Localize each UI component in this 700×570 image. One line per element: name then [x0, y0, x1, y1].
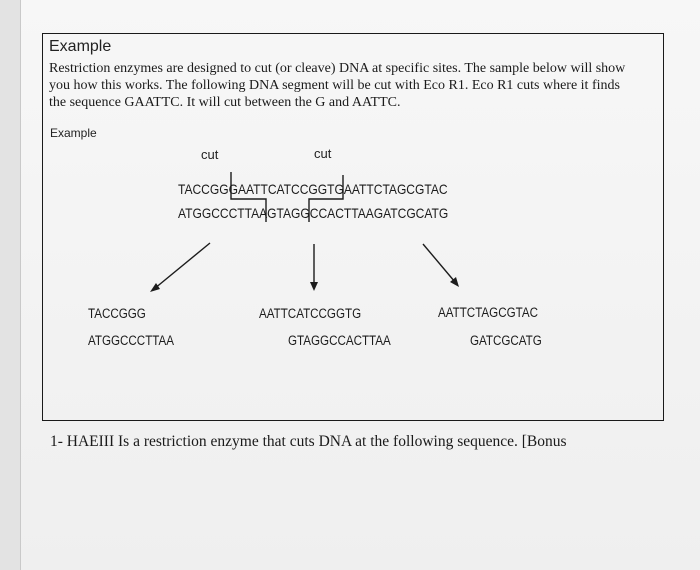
fragment-left-top: TACCGGG — [88, 306, 146, 321]
cut-label-left: cut — [201, 147, 219, 162]
intro-line: you how this works. The following DNA segment will be cut with Eco R1. Eco R1 cuts where it finds — [49, 78, 620, 93]
intro-line: the sequence GAATTC. It will cut between the G and AATTC. — [49, 95, 401, 110]
fragment-left-bottom: ATGGCCCTTAA — [88, 333, 174, 348]
dna-top-strand: TACCGGGAATTCATCCGGTGAATTCTAGCGTAC — [178, 181, 448, 197]
page-edge — [20, 0, 21, 570]
fragment-right-top: AATTCTAGCGTAC — [438, 305, 538, 320]
fragment-right-bottom: GATCGCATG — [470, 333, 542, 348]
fragment-middle-top: AATTCATCCGGTG — [259, 306, 362, 321]
cut-label-right: cut — [314, 146, 332, 161]
page-margin — [0, 0, 20, 570]
example-sublabel: Example — [50, 126, 97, 140]
dna-bottom-strand: ATGGCCCTTAAGTAGGCCACTTAAGATCGCATG — [178, 205, 449, 221]
intro-line: Restriction enzymes are designed to cut (or cleave) DNA at specific sites. The sample below will show — [49, 61, 626, 76]
question-text: 1- HAEIII Is a restriction enzyme that cuts DNA at the following sequence. [Bonus — [50, 433, 567, 450]
example-title: Example — [49, 38, 112, 55]
fragment-middle-bottom: GTAGGCCACTTAA — [288, 333, 391, 348]
intro-paragraph — [49, 60, 661, 111]
